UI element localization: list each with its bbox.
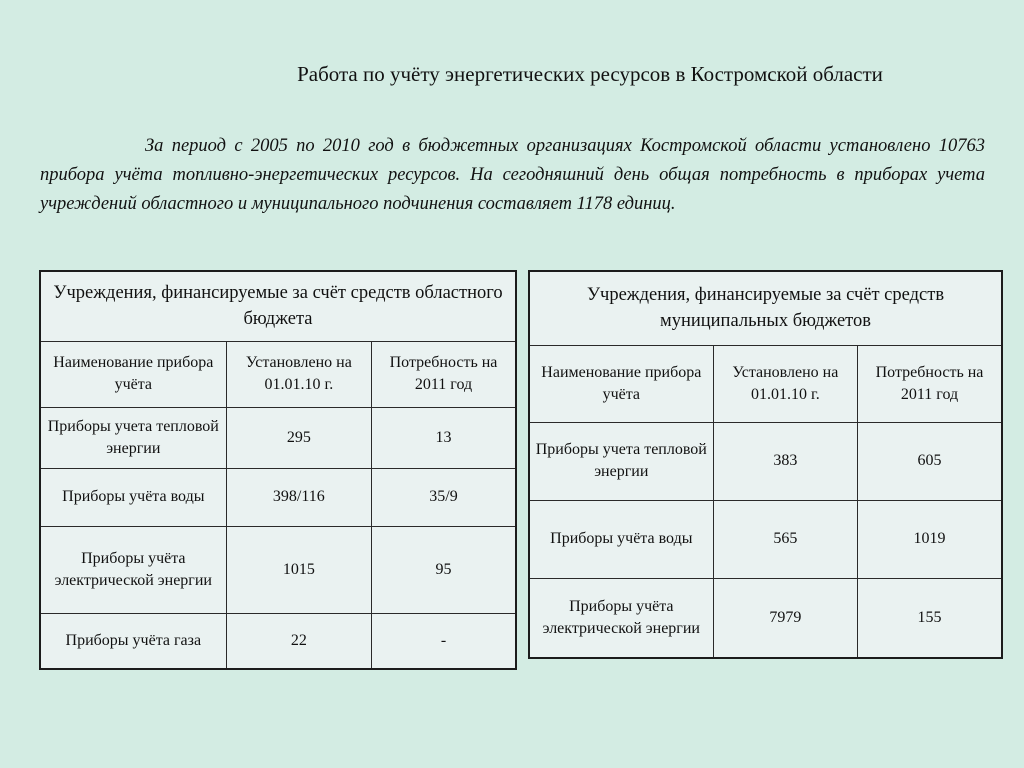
table-row: [40, 526, 516, 613]
column-header-device: Наименование прибора учёта: [40, 341, 226, 407]
installed-value: 22: [226, 613, 371, 669]
device-name: Приборы учёта газа: [40, 613, 226, 669]
device-name: Приборы учета тепловой энергии: [529, 422, 713, 500]
device-name: Приборы учёта электрической энергии: [529, 578, 713, 658]
need-value: -: [372, 613, 516, 669]
device-name: Приборы учёта воды: [40, 468, 226, 526]
regional-budget-table: [39, 270, 517, 670]
table-caption: Учреждения, финансируемые за счёт средств муниципальных бюджетов: [529, 271, 1002, 345]
table-row: [529, 578, 1002, 658]
column-header-device: Наименование прибора учёта: [529, 345, 713, 422]
municipal-budget-table: [528, 270, 1003, 659]
device-name: Приборы учёта электрической энергии: [40, 526, 226, 613]
installed-value: 383: [713, 422, 857, 500]
device-name: Приборы учета тепловой энергии: [40, 407, 226, 468]
column-header-installed: Установлено на 01.01.10 г.: [226, 341, 371, 407]
column-header-need: Потребность на 2011 год: [372, 341, 516, 407]
need-value: 13: [372, 407, 516, 468]
need-value: 605: [858, 422, 1002, 500]
column-header-installed: Установлено на 01.01.10 г.: [713, 345, 857, 422]
installed-value: 1015: [226, 526, 371, 613]
column-header-need: Потребность на 2011 год: [858, 345, 1002, 422]
table-row: [529, 500, 1002, 578]
table-row: [40, 468, 516, 526]
table-row: [40, 613, 516, 669]
intro-paragraph: За период с 2005 по 2010 год в бюджетных организациях Костромской области установлено 10763 прибора учёта топливно-энергетических ресурсов. На сегодняшний день общая потребность в приборах учета учреждений областного и муниципального подчинения составляет 1178 единиц.: [40, 136, 985, 214]
table-row: [40, 407, 516, 468]
device-name: Приборы учёта воды: [529, 500, 713, 578]
table-caption: Учреждения, финансируемые за счёт средств областного бюджета: [40, 271, 516, 341]
need-value: 155: [858, 578, 1002, 658]
table-row: [529, 422, 1002, 500]
need-value: 35/9: [372, 468, 516, 526]
page-title: Работа по учёту энергетических ресурсов в Костромской области: [297, 62, 883, 86]
need-value: 95: [372, 526, 516, 613]
installed-value: 295: [226, 407, 371, 468]
installed-value: 398/116: [226, 468, 371, 526]
need-value: 1019: [858, 500, 1002, 578]
installed-value: 565: [713, 500, 857, 578]
installed-value: 7979: [713, 578, 857, 658]
